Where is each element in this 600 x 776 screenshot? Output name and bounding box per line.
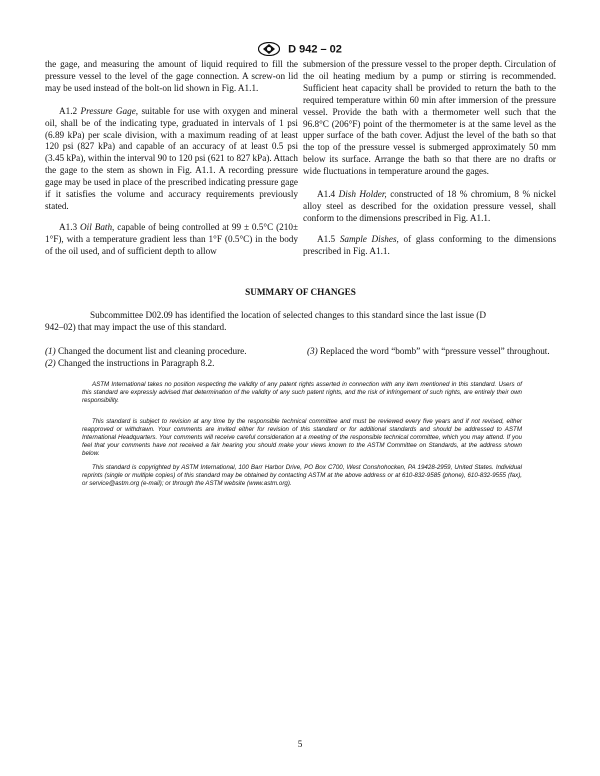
summary-intro: Subcommittee D02.09 has identified the location of selected changes to this standard since the last issue (D 942–02) that may impact the use of this standard. — [45, 310, 486, 332]
copyright-notice-text: This standard is copyrighted by ASTM International, 100 Barr Harbor Drive, PO Box C700, West Conshohocken, PA 19428-2959, United States. Individual reprints (single or multiple copies) of this standard may be obtained by contacting ASTM at the above address or at 610-832-9585 (phone), 610-832-9555 (fax), or service@astm.org (e-mail); or through the ASTM website (www.astm.org). — [82, 464, 522, 488]
change-number: (1) — [45, 345, 56, 356]
section-text: of glass conforming to the dimensions prescribed in Fig. A1.1. — [303, 233, 557, 256]
section-text: constructed of 18 % chromium, 8 % nickel alloy steel as described for the oxidation pressure vessel, shall conform to the dimensions prescribed in Fig. A1.1. — [303, 189, 557, 223]
changes-right-column — [307, 346, 557, 358]
change-text: Changed the document list and cleaning procedure. — [58, 345, 247, 356]
summary-title: SUMMARY OF CHANGES — [245, 287, 356, 297]
copyright-notice — [82, 464, 522, 488]
paragraph-oil-bath — [45, 222, 298, 258]
section-number: A1.2 — [59, 105, 78, 116]
paragraph-continuation: submersion of the pressure vessel to the proper depth. Circulation of the oil heating medium by a pump or stirring is recommended. Sufficient heat capacity shall be provided to return the bath to the required temperature within 60 min after immersion of the pressure vessel. Provide the bath with a thermometer well such that the 96.8°C (206°F) point of the thermometer is at the same level as the upper surface of the bath cover. Adjust the level of the bath so that the top of the pressure vessel is submerged approximately 50 mm below its surface. Arrange the bath so that there are no drafts or wide fluctuations in temperature around the gages. — [303, 59, 556, 177]
right-column — [303, 59, 556, 267]
paragraph-dish-holder — [303, 189, 556, 225]
section-number: A1.5 — [317, 233, 336, 244]
change-item — [45, 358, 295, 370]
standard-designation: D 942 – 02 — [288, 43, 342, 56]
revision-notice-text: This standard is subject to revision at any time by the responsible technical committee and must be reviewed every five years and if not revised, either reapproved or withdrawn. Your comments are invited either for revision of this standard or for additional standards and should be addressed to ASTM International Headquarters. Your comments will receive careful consideration at a meeting of the responsible technical committee, which you may attend. If you feel that your comments have not received a fair hearing you should make your views known to the ASTM Committee on Standards, at the address shown below. — [82, 418, 522, 458]
page-header — [0, 40, 600, 58]
section-title: Pressure Gage, — [80, 105, 139, 116]
change-number: (3) — [307, 345, 318, 356]
change-text: Replaced the word “bomb” with “pressure vessel” throughout. — [320, 345, 550, 356]
patent-notice — [82, 381, 522, 405]
section-title: Sample Dishes, — [339, 233, 399, 244]
change-item — [307, 346, 557, 358]
change-item — [45, 346, 295, 358]
left-column — [45, 59, 298, 267]
section-text: capable of being controlled at 99 ± 0.5°C (210± 1°F), with a temperature gradient less than 1°F (0.5°C) in the body of the oil used, and of sufficient depth to allow — [45, 221, 299, 256]
patent-notice-text: ASTM International takes no position respecting the validity of any patent rights asserted in connection with any item mentioned in this standard. Users of this standard are expressly advised that determination of the validity of any such patent rights, and the risk of infringement of such rights, are entirely their own responsibility. — [82, 381, 522, 405]
section-number: A1.4 — [317, 189, 336, 200]
changes-list — [45, 346, 556, 372]
paragraph-pressure-gage — [45, 106, 298, 213]
changes-left-column — [45, 346, 295, 370]
section-title: Oil Bath, — [80, 221, 115, 232]
change-number: (2) — [45, 357, 56, 368]
section-title: Dish Holder, — [338, 189, 387, 200]
page-number: 5 — [297, 739, 303, 749]
astm-logo-icon — [258, 42, 280, 56]
change-text: Changed the instructions in Paragraph 8.2. — [58, 357, 215, 368]
paragraph-sample-dishes — [303, 234, 556, 258]
section-text: suitable for use with oxygen and mineral oil, shall be of the indicating type, graduated in intervals of 1 psi (6.89 kPa) per scale division, with a maximum reading of at least 120 psi (827 kPa) and capable of an accuracy of at least 0.5 psi (3.45 kPa), within the interval 90 to 120 psi (621 to 827 kPa). Attach the gage to the stem as shown in Fig. A1.1. A recording pressure gage may be used in place of the prescribed indicating pressure gage if it satisfies the volume and accuracy requirements previously stated. — [45, 105, 299, 211]
summary-of-changes — [45, 287, 556, 372]
revision-notice — [82, 418, 522, 458]
section-number: A1.3 — [59, 221, 78, 232]
paragraph-continuation: the gage, and measuring the amount of liquid required to fill the pressure vessel to the level of the gage connection. A screw-on lid may be used instead of the bolt-on lid shown in Fig. A1.1. — [45, 59, 298, 93]
